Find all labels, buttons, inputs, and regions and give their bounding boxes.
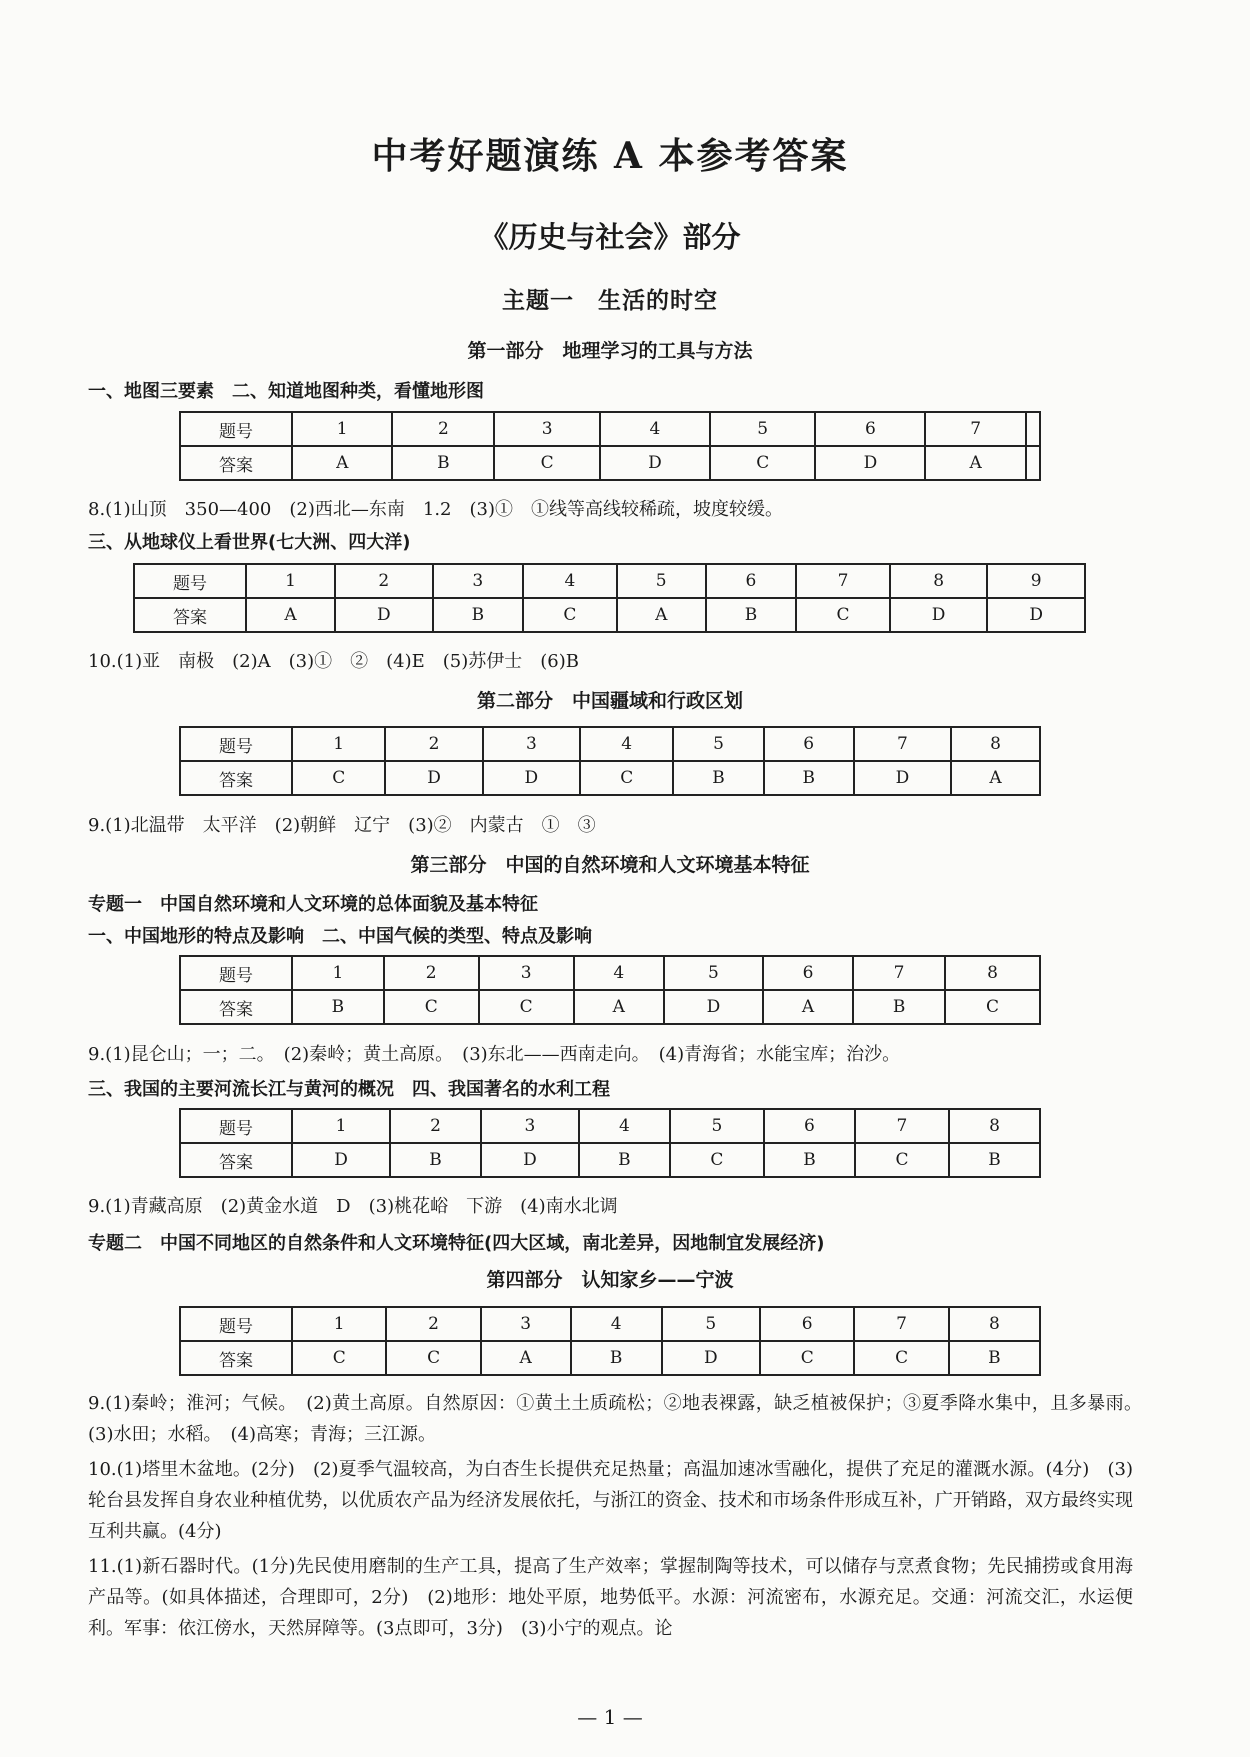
header-cell-answer: 答案	[180, 990, 292, 1024]
table-cell: 2	[392, 412, 494, 446]
table-cell: 9	[987, 564, 1085, 598]
table-cell: 1	[292, 1109, 390, 1143]
answer-table-5	[179, 1108, 1041, 1178]
table-cell: D	[890, 598, 988, 632]
table-cell: A	[246, 598, 335, 632]
table-row-question-numbers	[180, 1307, 1040, 1341]
part3-answer-9a: 9.(1)昆仑山；一；二。 (2)秦岭；黄土高原。 (3)东北——西南走向。 (4)青海省；水能宝库；治沙。	[88, 1044, 901, 1065]
table-row-answers	[180, 761, 1040, 795]
table-row-answers	[180, 1143, 1040, 1177]
table-cell: 7	[796, 564, 890, 598]
table-cell: 7	[854, 727, 951, 761]
table-cell: B	[392, 446, 494, 480]
part1-heading: 第一部分 地理学习的工具与方法	[467, 340, 753, 362]
table-row-question-numbers	[180, 412, 1040, 446]
table-row-question-numbers	[180, 1109, 1040, 1143]
table-cell	[1026, 412, 1040, 446]
table-cell: A	[292, 446, 392, 480]
table-cell: 7	[925, 412, 1025, 446]
table-cell: C	[386, 1341, 480, 1375]
table-cell: C	[670, 1143, 764, 1177]
table-cell: 4	[574, 956, 664, 990]
table-cell: B	[949, 1143, 1040, 1177]
part3-heading: 第三部分 中国的自然环境和人文环境基本特征	[410, 854, 810, 876]
table-cell: A	[574, 990, 664, 1024]
table-cell: D	[664, 990, 763, 1024]
table-cell: B	[579, 1143, 670, 1177]
table-cell: A	[481, 1341, 571, 1375]
header-cell-question: 题号	[180, 412, 292, 446]
answer-table-6	[179, 1306, 1041, 1376]
table-cell: B	[433, 598, 523, 632]
answer-table-3	[179, 726, 1041, 796]
header-cell-answer: 答案	[180, 446, 292, 480]
answer-table-1	[179, 411, 1041, 481]
table-cell: 3	[483, 727, 580, 761]
table-cell: D	[854, 761, 951, 795]
part3-topic1: 专题一 中国自然环境和人文环境的总体面貌及基本特征	[88, 894, 538, 915]
table-row-answers	[134, 598, 1085, 632]
table-cell: D	[815, 446, 925, 480]
table-cell: C	[479, 990, 574, 1024]
part4-answer-9: 9.(1)秦岭；淮河；气候。 (2)黄土高原。自然原因：①黄土土质疏松；②地表裸露，缺乏植被保护；③夏季降水集中，且多暴雨。 (3)水田；水稻。 (4)高寒；青海；三江源。	[88, 1393, 1151, 1445]
table-cell: B	[853, 990, 945, 1024]
table-cell: 1	[292, 1307, 386, 1341]
part1-section3: 三、从地球仪上看世界(七大洲、四大洋)	[88, 532, 411, 553]
header-cell-answer: 答案	[180, 1341, 292, 1375]
table-cell: 8	[945, 956, 1040, 990]
table-cell: 4	[579, 1109, 670, 1143]
header-cell-answer: 答案	[180, 1143, 292, 1177]
table-cell: 8	[949, 1307, 1040, 1341]
table-cell: C	[494, 446, 600, 480]
table-cell: 8	[951, 727, 1040, 761]
table-cell: 6	[763, 956, 853, 990]
table-cell: 3	[494, 412, 600, 446]
table-cell: C	[292, 761, 385, 795]
table-cell: 4	[600, 412, 710, 446]
table-cell: 5	[670, 1109, 764, 1143]
table-cell: A	[617, 598, 706, 632]
table-cell: C	[292, 1341, 386, 1375]
table-cell: 4	[523, 564, 617, 598]
table-cell: 7	[853, 956, 945, 990]
table-cell: C	[945, 990, 1040, 1024]
table-cell: C	[523, 598, 617, 632]
part4-heading: 第四部分 认知家乡——宁波	[486, 1269, 734, 1291]
table-row-answers	[180, 446, 1040, 480]
table-row-question-numbers	[180, 727, 1040, 761]
part4-answer-10: 10.(1)塔里木盆地。(2分) (2)夏季气温较高，为白杏生长提供充足热量；高温加速冰雪融化，提供了充足的灌溉水源。(4分) (3)轮台县发挥自身农业种植优势，以优质农产品为经济发展依托，与浙江的资金、技术和市场条件形成互补，广开销路，双方最终实现互利共赢。(4分)	[88, 1459, 1133, 1542]
table-cell: B	[764, 761, 854, 795]
table-cell: B	[390, 1143, 481, 1177]
part3-section1: 一、中国地形的特点及影响 二、中国气候的类型、特点及影响	[88, 926, 592, 947]
page-title: 中考好题演练 A 本参考答案	[371, 135, 849, 177]
table-cell: D	[481, 1143, 579, 1177]
table-cell: 1	[292, 956, 384, 990]
part3-topic2: 专题二 中国不同地区的自然条件和人文环境特征(四大区域，南北差异，因地制宜发展经济)	[88, 1233, 825, 1254]
table-cell: 5	[664, 956, 763, 990]
table-cell: 2	[335, 564, 433, 598]
table-cell: 1	[292, 727, 385, 761]
answer-table-4	[179, 955, 1041, 1025]
table-cell: 2	[385, 727, 482, 761]
header-cell-answer: 答案	[134, 598, 246, 632]
table-cell: C	[580, 761, 673, 795]
table-cell: C	[796, 598, 890, 632]
table-cell: 3	[479, 956, 574, 990]
table-cell: 2	[390, 1109, 481, 1143]
table-cell: A	[951, 761, 1040, 795]
table-cell: D	[600, 446, 710, 480]
part3-answer-9b: 9.(1)青藏高原 (2)黄金水道 D (3)桃花峪 下游 (4)南水北调	[88, 1196, 618, 1217]
subject-title: 《历史与社会》部分	[479, 220, 741, 254]
table-cell	[1026, 446, 1040, 480]
page-number: — 1 —	[577, 1705, 643, 1729]
table-cell: 5	[710, 412, 816, 446]
header-cell-question: 题号	[180, 1109, 292, 1143]
table-row-question-numbers	[134, 564, 1085, 598]
table-row-question-numbers	[180, 956, 1040, 990]
table-cell: 3	[481, 1109, 579, 1143]
table-cell: 6	[760, 1307, 854, 1341]
answer-table-2	[133, 563, 1086, 633]
table-cell: 1	[246, 564, 335, 598]
table-cell: A	[763, 990, 853, 1024]
table-cell: 2	[384, 956, 479, 990]
part1-section1: 一、地图三要素 二、知道地图种类，看懂地形图	[88, 381, 484, 402]
table-cell: C	[710, 446, 816, 480]
table-cell: 4	[571, 1307, 662, 1341]
table-cell: C	[384, 990, 479, 1024]
part1-answer-10: 10.(1)亚 南极 (2)A (3)① ② (4)E (5)苏伊士 (6)B	[88, 651, 579, 672]
table-cell: B	[706, 598, 796, 632]
table-cell: D	[662, 1341, 760, 1375]
table-cell: 3	[481, 1307, 571, 1341]
header-cell-question: 题号	[180, 727, 292, 761]
table-cell: D	[335, 598, 433, 632]
table-cell: 6	[764, 1109, 855, 1143]
theme-title: 主题一 生活的时空	[502, 287, 718, 314]
table-cell: 1	[292, 412, 392, 446]
table-cell: 7	[854, 1307, 948, 1341]
header-cell-answer: 答案	[180, 761, 292, 795]
table-cell: B	[571, 1341, 662, 1375]
table-cell: 6	[815, 412, 925, 446]
table-cell: D	[987, 598, 1085, 632]
part2-answer-9: 9.(1)北温带 太平洋 (2)朝鲜 辽宁 (3)② 内蒙古 ① ③	[88, 815, 596, 836]
table-cell: 6	[706, 564, 796, 598]
part2-heading: 第二部分 中国疆域和行政区划	[476, 690, 743, 712]
table-cell: C	[854, 1341, 948, 1375]
table-cell: 5	[617, 564, 706, 598]
table-cell: 8	[890, 564, 988, 598]
table-row-answers	[180, 1341, 1040, 1375]
part3-section3: 三、我国的主要河流长江与黄河的概况 四、我国著名的水利工程	[88, 1079, 610, 1100]
header-cell-question: 题号	[180, 1307, 292, 1341]
part1-answer-8: 8.(1)山顶 350—400 (2)西北—东南 1.2 (3)① ①线等高线较稀疏，坡度较缓。	[88, 499, 784, 520]
table-cell: 7	[855, 1109, 949, 1143]
part4-answer-11: 11.(1)新石器时代。(1分)先民使用磨制的生产工具，提高了生产效率；掌握制陶等技术，可以储存与烹煮食物；先民捕捞或食用海产品等。(如具体描述，合理即可，2分) (2)地形：地处平原，地势低平。水源：河流密布，水源充足。交通：河流交汇，水运便利。军事：依江傍水，天然屏障等。(3点即可，3分) (3)小宁的观点。论	[88, 1556, 1133, 1639]
table-row-answers	[180, 990, 1040, 1024]
table-cell: B	[673, 761, 763, 795]
table-cell: D	[385, 761, 482, 795]
table-cell: B	[764, 1143, 855, 1177]
table-cell: 8	[949, 1109, 1040, 1143]
table-cell: B	[949, 1341, 1040, 1375]
table-cell: 5	[673, 727, 763, 761]
table-cell: D	[483, 761, 580, 795]
table-cell: A	[925, 446, 1025, 480]
table-cell: 3	[433, 564, 523, 598]
table-cell: B	[292, 990, 384, 1024]
header-cell-question: 题号	[134, 564, 246, 598]
table-cell: 5	[662, 1307, 760, 1341]
header-cell-question: 题号	[180, 956, 292, 990]
table-cell: D	[292, 1143, 390, 1177]
table-cell: 2	[386, 1307, 480, 1341]
table-cell: C	[855, 1143, 949, 1177]
table-cell: 6	[764, 727, 854, 761]
table-cell: 4	[580, 727, 673, 761]
table-cell: C	[760, 1341, 854, 1375]
